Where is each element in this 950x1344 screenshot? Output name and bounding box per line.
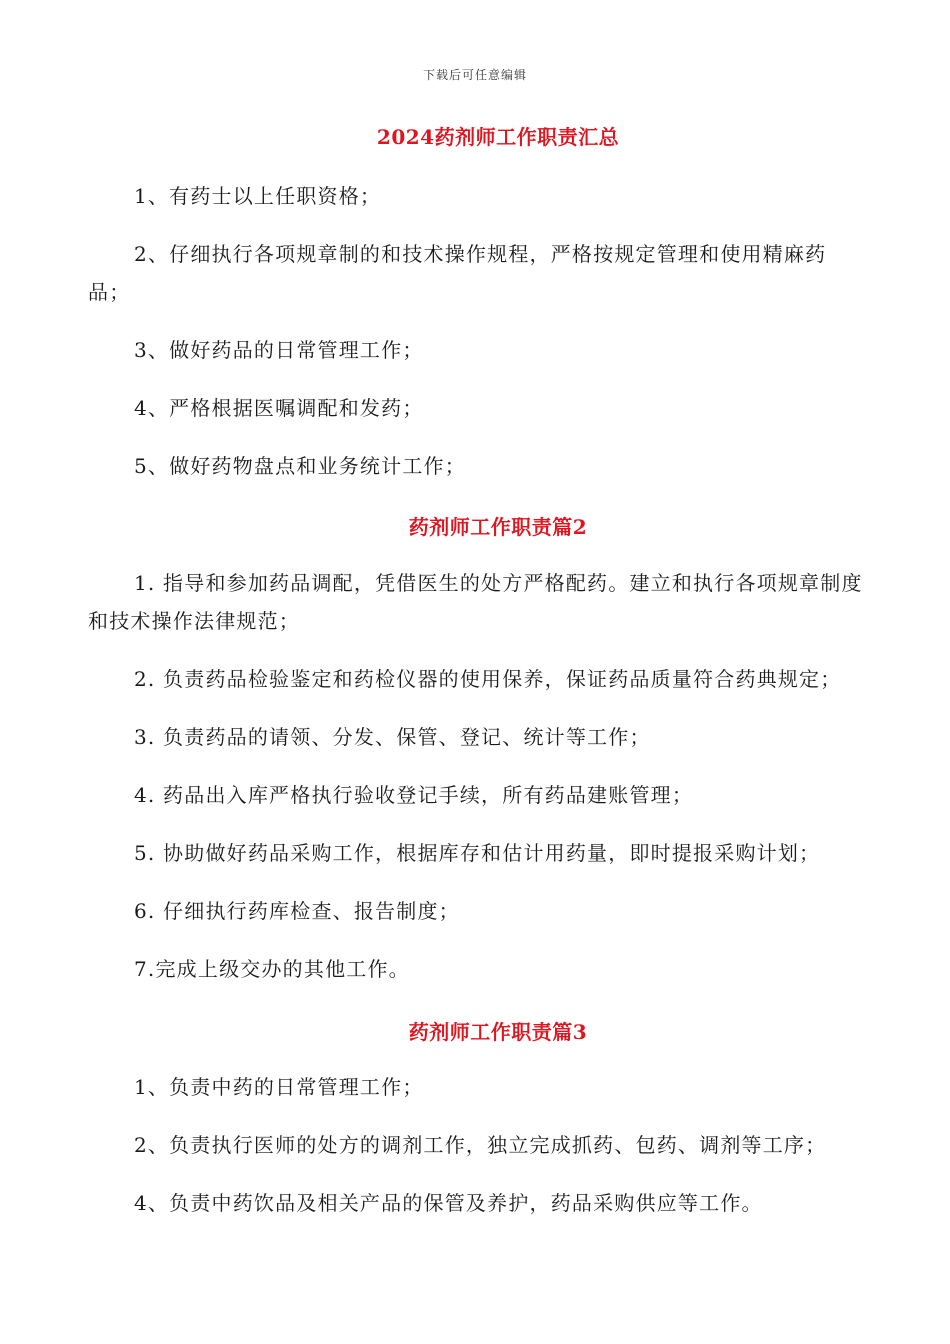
section-3-item-2: 2、负责执行医师的处方的调剂工作，独立完成抓药、包药、调剂等工序； xyxy=(134,1133,827,1157)
section-title-1: 2024药剂师工作职责汇总 xyxy=(376,125,620,149)
section-2-item-7: 7.完成上级交办的其他工作。 xyxy=(134,957,410,981)
section-1-item-1: 1、有药士以上任职资格； xyxy=(134,184,382,208)
section-2-item-2: 2. 负责药品检验鉴定和药检仪器的使用保养，保证药品质量符合药典规定； xyxy=(134,667,842,691)
section-title-3: 药剂师工作职责篇3 xyxy=(408,1020,588,1044)
section-3-item-1: 1、负责中药的日常管理工作； xyxy=(134,1075,424,1099)
section-1-item-5: 5、做好药物盘点和业务统计工作； xyxy=(134,454,466,478)
section-1-item-4: 4、严格根据医嘱调配和发药； xyxy=(134,396,424,420)
section-2-item-3: 3. 负责药品的请领、分发、保管、登记、统计等工作； xyxy=(134,725,651,749)
section-title-2: 药剂师工作职责篇2 xyxy=(408,515,588,539)
header-note: 下载后可任意编辑 xyxy=(422,68,527,82)
section-1-item-3: 3、做好药品的日常管理工作； xyxy=(134,338,424,362)
section-2-item-4: 4. 药品出入库严格执行验收登记手续，所有药品建账管理； xyxy=(134,783,694,807)
section-2-item-6: 6. 仔细执行药库检查、报告制度； xyxy=(134,899,460,923)
section-3-item-3: 4、负责中药饮品及相关产品的保管及养护，药品采购供应等工作。 xyxy=(134,1191,763,1215)
section-2-item-1: 1. 指导和参加药品调配，凭借医生的处方严格配药。建立和执行各项规章制度和技术操作法律规范； xyxy=(88,571,863,633)
section-1-item-2: 2、仔细执行各项规章制的和技术操作规程，严格按规定管理和使用精麻药品； xyxy=(88,242,827,304)
section-2-item-5: 5. 协助做好药品采购工作，根据库存和估计用药量，即时提报采购计划； xyxy=(134,841,821,865)
